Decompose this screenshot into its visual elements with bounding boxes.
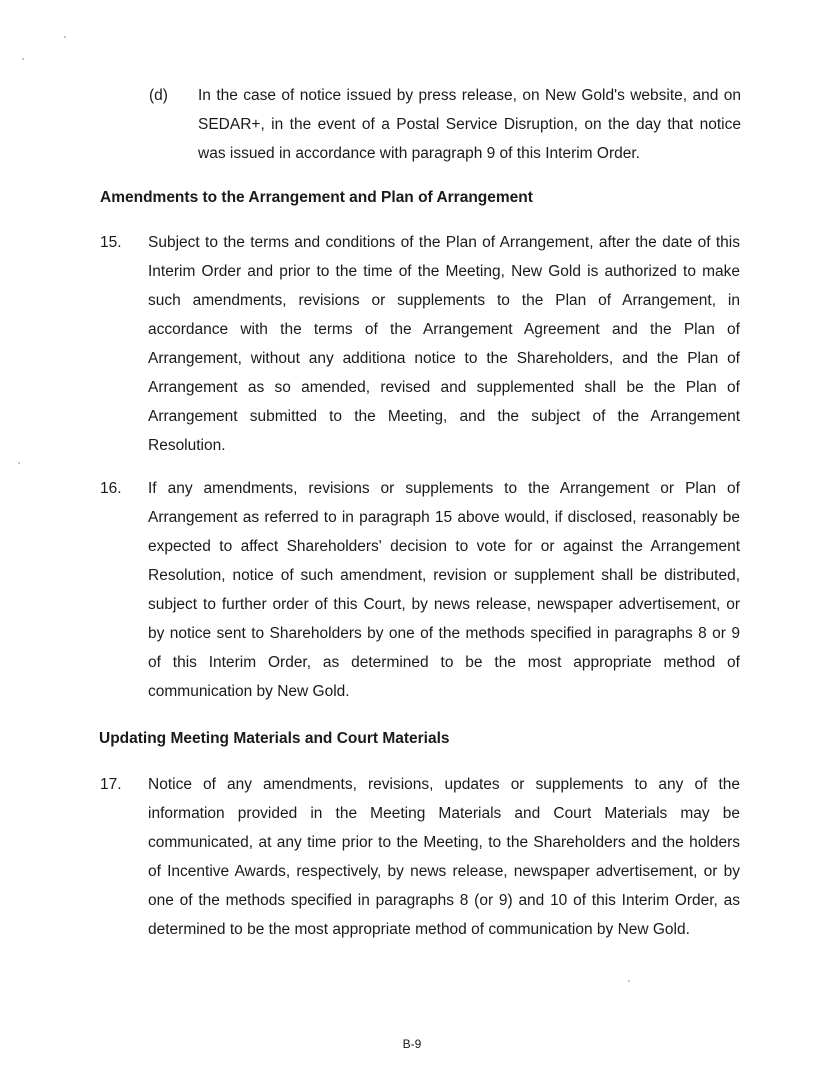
item-d-text: In the case of notice issued by press release, on New Gold's website, and on SEDAR+, in the event of a Postal Service Disruption, on the day that notice was issued in accordance with paragraph 9 of this Interim Order. [198, 87, 741, 162]
paragraph-15-text: Subject to the terms and conditions of the Plan of Arrangement, after the date of this Interim Order and prior to the time of the Meeting, New Gold is authorized to make such amendments, revisions or supplements to the Plan of Arrangement, in accordance with the terms of the Arrangement Agreement and the Plan of Arrangement, without any additiona notice to the Shareholders, and the Plan of Arrangement as so amended, revised and supplemented shall be the Plan of Arrangement submitted to the Meeting, and the subject of the Arrangement Resolution. [148, 234, 740, 454]
paragraph-16-number: 16. [100, 480, 122, 497]
paragraph-17-text: Notice of any amendments, revisions, updates or supplements to any of the information provided in the Meeting Materials and Court Materials may be communicated, at any time prior to the Meeting, to the Shareholders and the holders of Incentive Awards, respectively, by news release, newspaper advertisement, or by one of the methods specified in paragraphs 8 (or 9) and 10 of this Interim Order, as determined to be the most appropriate method of communication by New Gold. [148, 776, 740, 938]
paragraph-17-number: 17. [100, 776, 122, 793]
item-d-label: (d) [149, 87, 168, 104]
paragraph-16-text: If any amendments, revisions or supplements to the Arrangement or Plan of Arrangement as referred to in paragraph 15 above would, if disclosed, reasonably be expected to affect Shareholders' decision to vote for or against the Arrangement Resolution, notice of such amendment, revision or supplement shall be distributed, subject to further order of this Court, by news release, newspaper advertisement, or by notice sent to Shareholders by one of the methods specified in paragraphs 8 or 9 of this Interim Order, as determined to be the most appropriate method of communication by New Gold. [148, 480, 740, 700]
scan-speck [628, 980, 630, 982]
scan-speck [64, 36, 66, 38]
scan-speck [18, 462, 20, 464]
page-number: B-9 [402, 1037, 422, 1051]
paragraph-15-number: 15. [100, 234, 122, 251]
scan-speck [22, 58, 24, 60]
section-heading-amendments: Amendments to the Arrangement and Plan of Arrangement [100, 189, 533, 206]
section-heading-updating: Updating Meeting Materials and Court Materials [99, 730, 450, 747]
